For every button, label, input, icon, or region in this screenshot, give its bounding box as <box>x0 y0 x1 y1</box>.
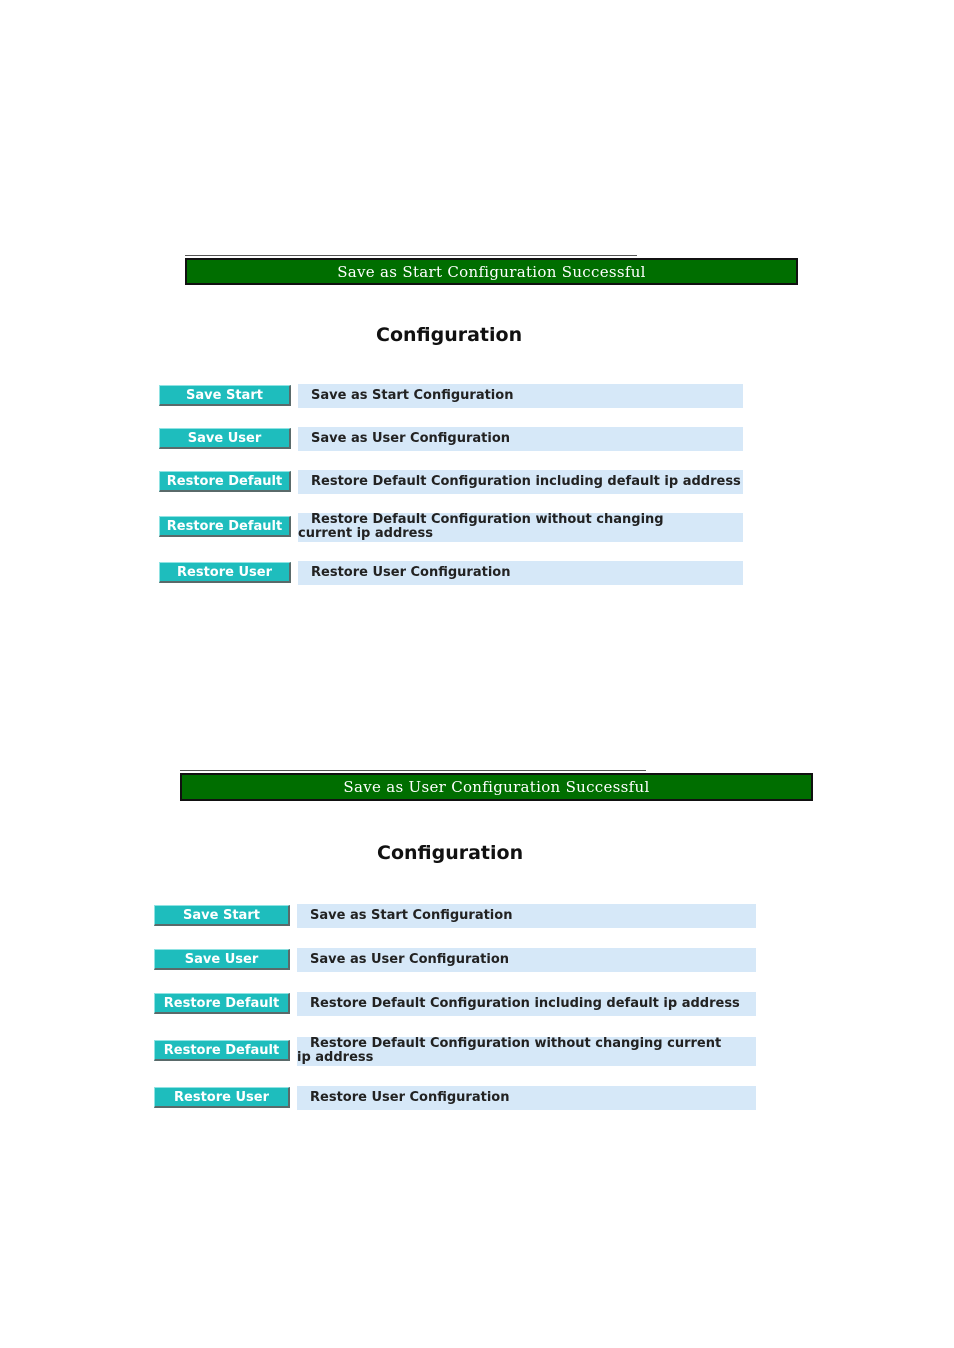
save-user-description: Save as User Configuration <box>297 948 756 972</box>
restore-default-description: Restore Default Configuration including default ip address <box>297 992 756 1016</box>
restore-default-keep-ip-description: Restore Default Configuration without changing current ip address <box>297 1037 756 1066</box>
save-user-button[interactable]: Save User <box>159 428 291 449</box>
divider-line <box>185 255 637 256</box>
page-title: Configuration <box>377 842 524 864</box>
restore-default-button[interactable]: Restore Default <box>159 471 291 492</box>
restore-user-button[interactable]: Restore User <box>159 562 291 583</box>
save-user-button[interactable]: Save User <box>154 949 290 970</box>
status-banner: Save as Start Configuration Successful <box>185 258 798 285</box>
restore-default-keep-ip-description: Restore Default Configuration without changing current ip address <box>298 513 743 542</box>
restore-default-keep-ip-button[interactable]: Restore Default <box>159 516 291 537</box>
save-user-description: Save as User Configuration <box>298 427 743 451</box>
status-banner: Save as User Configuration Successful <box>180 773 813 801</box>
divider-line <box>180 770 646 771</box>
restore-default-button[interactable]: Restore Default <box>154 993 290 1014</box>
save-start-description: Save as Start Configuration <box>297 904 756 928</box>
page-title: Configuration <box>376 324 523 346</box>
restore-user-description: Restore User Configuration <box>297 1086 756 1110</box>
save-start-button[interactable]: Save Start <box>154 905 290 926</box>
restore-default-keep-ip-button[interactable]: Restore Default <box>154 1040 290 1061</box>
restore-user-button[interactable]: Restore User <box>154 1087 290 1108</box>
restore-user-description: Restore User Configuration <box>298 561 743 585</box>
save-start-button[interactable]: Save Start <box>159 385 291 406</box>
restore-default-description: Restore Default Configuration including default ip address <box>298 470 743 494</box>
save-start-description: Save as Start Configuration <box>298 384 743 408</box>
